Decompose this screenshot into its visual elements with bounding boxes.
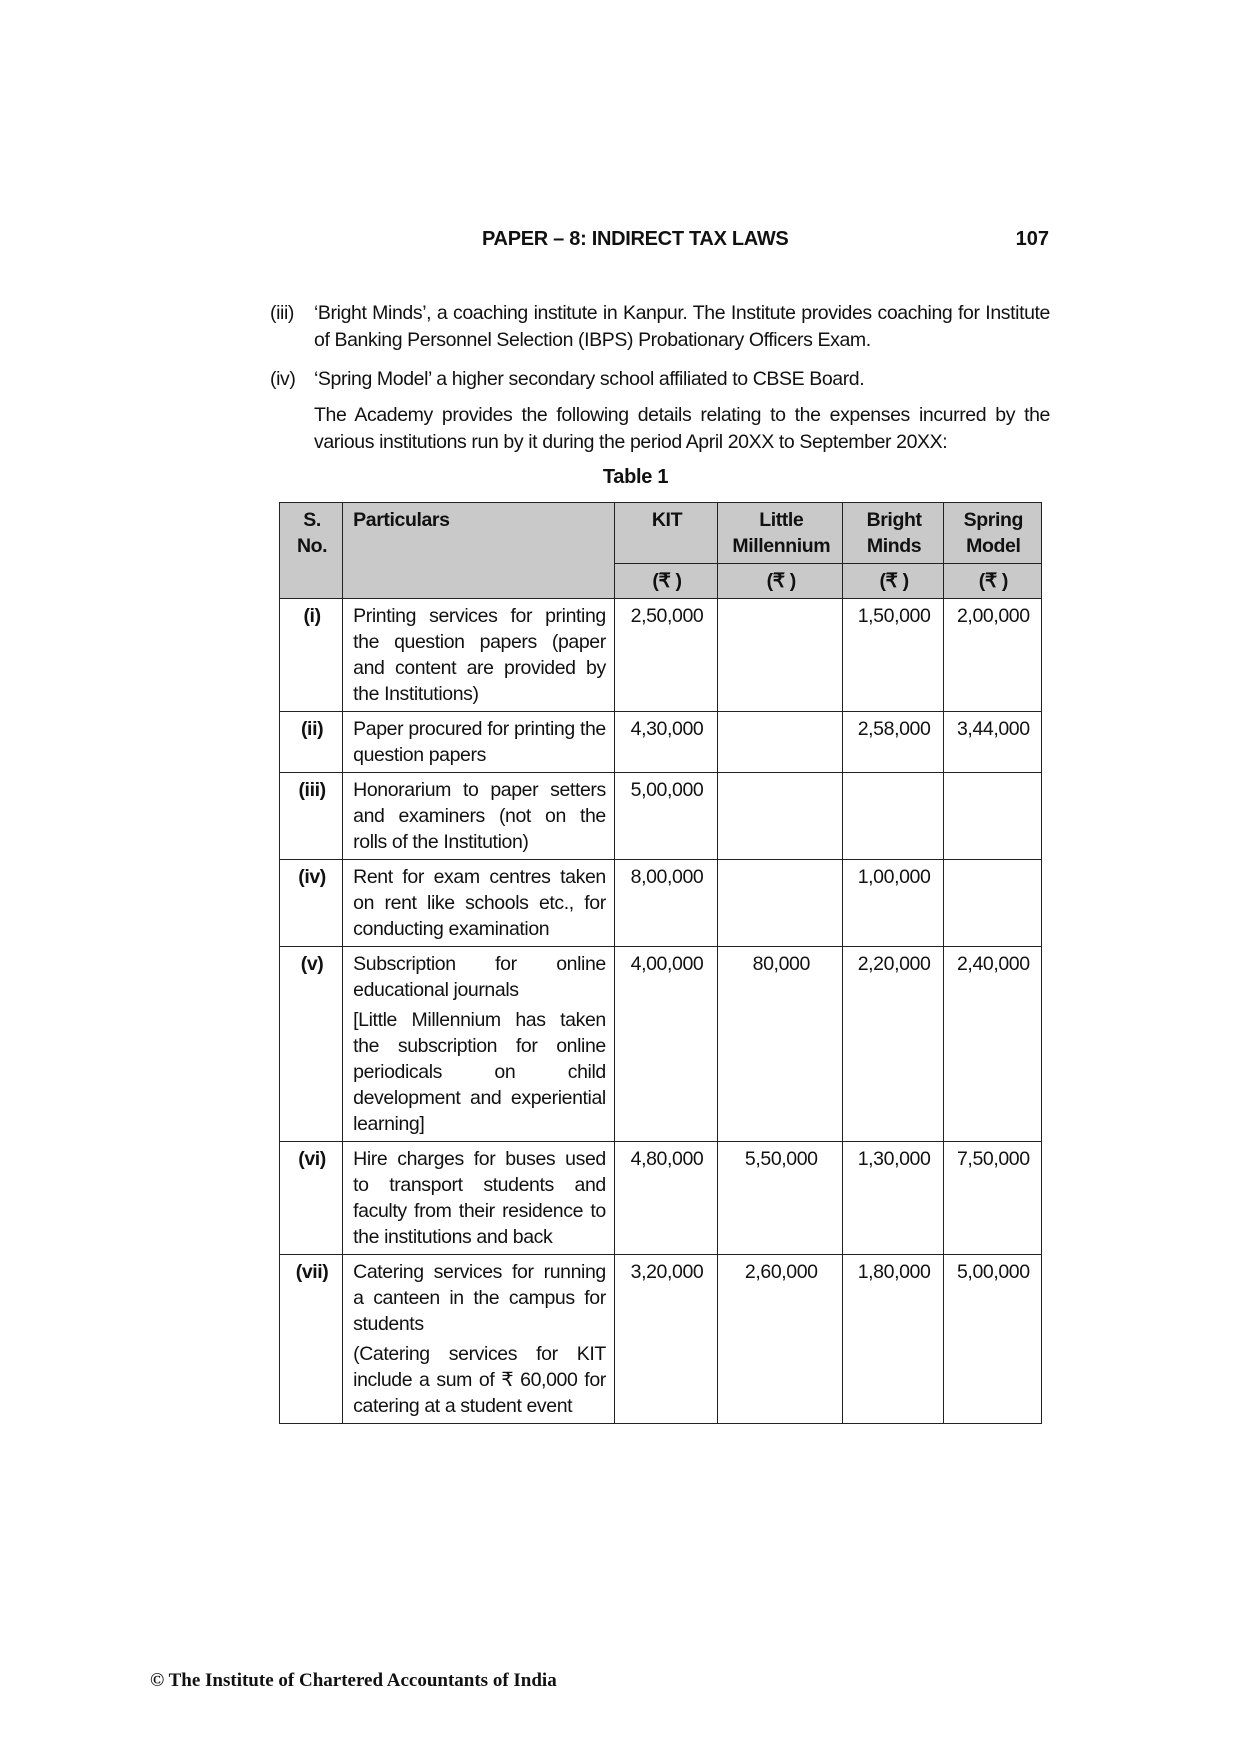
cell-particulars <box>343 599 615 712</box>
currency-spring-model: (₹ ) <box>943 564 1041 599</box>
cell-spring-model <box>943 773 1041 860</box>
list-item-iv <box>270 366 1050 394</box>
paragraph-text: The Academy provides the following details relating to the expenses incurred by the various institutions run by it during the period April 20XX to September 20XX: <box>314 404 1050 453</box>
table-row <box>280 773 1042 860</box>
page-header <box>0 228 1241 256</box>
particulars-text: Subscription for online educational journals <box>353 953 606 1001</box>
cell-bright-minds: 1,00,000 <box>843 860 943 947</box>
cell-particulars <box>343 860 615 947</box>
cell-particulars <box>343 1255 615 1424</box>
cell-bright-minds: 2,58,000 <box>843 712 943 773</box>
cell-bright-minds <box>843 773 943 860</box>
list-item-number: (iii) <box>270 302 294 324</box>
cell-little-millennium <box>718 599 843 712</box>
particulars-text: Hire charges for buses used to transport students and faculty from their residence to the institutions and back <box>353 1148 606 1248</box>
cell-sno: (iv) <box>280 860 343 947</box>
header-sno: S. No. <box>280 503 343 599</box>
cell-particulars <box>343 773 615 860</box>
cell-sno: (i) <box>280 599 343 712</box>
cell-particulars <box>343 712 615 773</box>
particulars-text: Printing services for printing the question papers (paper and content are provided by the Institutions) <box>353 605 606 705</box>
list-item-number: (iv) <box>270 368 296 390</box>
cell-kit: 4,80,000 <box>614 1142 717 1255</box>
page-number: 107 <box>1015 228 1049 250</box>
cell-bright-minds: 1,50,000 <box>843 599 943 712</box>
particulars-text: Rent for exam centres taken on rent like schools etc., for conducting examination <box>353 866 606 940</box>
cell-sno: (vi) <box>280 1142 343 1255</box>
cell-particulars <box>343 947 615 1142</box>
header-kit: KIT <box>614 503 717 564</box>
cell-kit: 5,00,000 <box>614 773 717 860</box>
page-title: PAPER – 8: INDIRECT TAX LAWS <box>482 228 789 250</box>
particulars-note: (Catering services for KIT include a sum of ₹ 60,000 for catering at a student event <box>353 1343 606 1417</box>
cell-little-millennium <box>718 773 843 860</box>
footer-copyright: © The Institute of Chartered Accountants of India <box>150 1670 557 1691</box>
cell-sno: (ii) <box>280 712 343 773</box>
cell-bright-minds: 1,80,000 <box>843 1255 943 1424</box>
cell-little-millennium <box>718 860 843 947</box>
list-item-iii <box>270 300 1050 356</box>
cell-kit: 2,50,000 <box>614 599 717 712</box>
cell-bright-minds: 1,30,000 <box>843 1142 943 1255</box>
header-bright-minds: Bright Minds <box>843 503 943 564</box>
cell-sno: (vii) <box>280 1255 343 1424</box>
currency-little-millennium: (₹ ) <box>718 564 843 599</box>
academy-paragraph <box>270 402 1050 458</box>
cell-little-millennium: 2,60,000 <box>718 1255 843 1424</box>
particulars-text: Honorarium to paper setters and examiners (not on the rolls of the Institution) <box>353 779 606 853</box>
cell-little-millennium: 5,50,000 <box>718 1142 843 1255</box>
cell-kit: 4,00,000 <box>614 947 717 1142</box>
currency-kit: (₹ ) <box>614 564 717 599</box>
table-row <box>280 712 1042 773</box>
cell-spring-model: 2,00,000 <box>943 599 1041 712</box>
currency-bright-minds: (₹ ) <box>843 564 943 599</box>
table-row <box>280 1255 1042 1424</box>
particulars-text: Catering services for running a canteen in the campus for students <box>353 1261 606 1335</box>
list-item-text: ‘Bright Minds’, a coaching institute in Kanpur. The Institute provides coaching for Institute of Banking Personnel Selection (IBPS) Probationary Officers Exam. <box>314 302 1050 351</box>
table-row <box>280 947 1042 1142</box>
cell-bright-minds: 2,20,000 <box>843 947 943 1142</box>
cell-kit: 4,30,000 <box>614 712 717 773</box>
particulars-text: Paper procured for printing the question papers <box>353 718 606 766</box>
cell-spring-model: 7,50,000 <box>943 1142 1041 1255</box>
cell-spring-model <box>943 860 1041 947</box>
header-little-millennium: Little Millennium <box>718 503 843 564</box>
header-spring-model: Spring Model <box>943 503 1041 564</box>
cell-little-millennium <box>718 712 843 773</box>
expenses-table <box>279 502 1042 1424</box>
cell-little-millennium: 80,000 <box>718 947 843 1142</box>
table-row <box>280 1142 1042 1255</box>
list-item-text: ‘Spring Model’ a higher secondary school affiliated to CBSE Board. <box>314 368 865 390</box>
cell-particulars <box>343 1142 615 1255</box>
table-caption: Table 1 <box>602 466 669 488</box>
cell-spring-model: 3,44,000 <box>943 712 1041 773</box>
table-row <box>280 860 1042 947</box>
cell-kit: 8,00,000 <box>614 860 717 947</box>
cell-sno: (iii) <box>280 773 343 860</box>
cell-sno: (v) <box>280 947 343 1142</box>
cell-spring-model: 5,00,000 <box>943 1255 1041 1424</box>
cell-kit: 3,20,000 <box>614 1255 717 1424</box>
particulars-note: [Little Millennium has taken the subscription for online periodicals on child development and experiential learning] <box>353 1009 606 1135</box>
header-particulars: Particulars <box>343 503 615 599</box>
table-row <box>280 599 1042 712</box>
cell-spring-model: 2,40,000 <box>943 947 1041 1142</box>
